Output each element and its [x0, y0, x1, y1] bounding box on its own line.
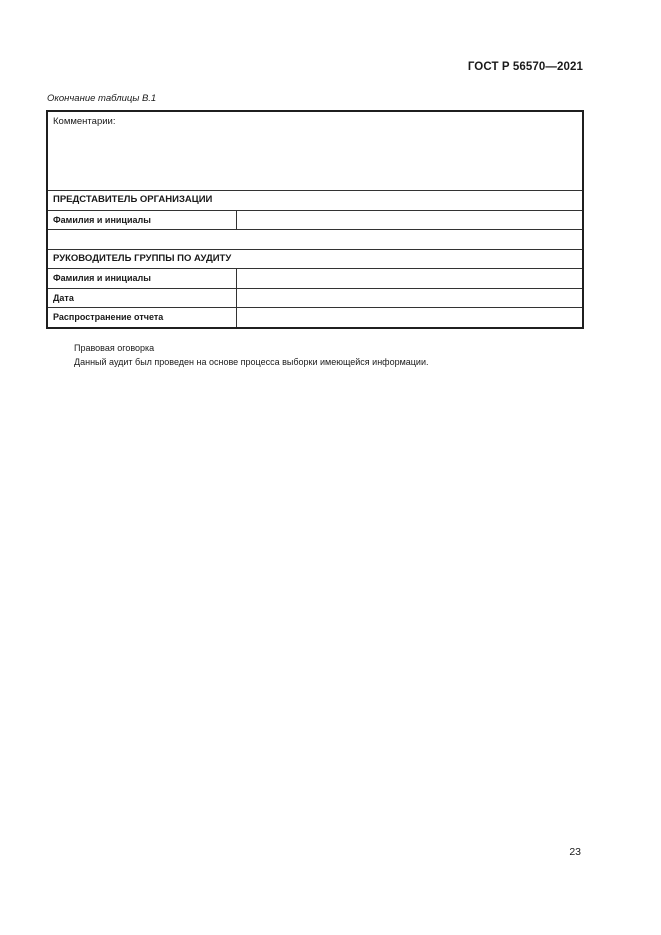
comments-label: Комментарии:: [53, 116, 116, 127]
empty-spacer-row: [48, 229, 582, 249]
audit-lead-name-label: Фамилия и инициалы: [48, 269, 237, 288]
table-caption: Окончание таблицы В.1: [47, 93, 157, 104]
report-distribution-row: [48, 307, 582, 327]
legal-disclaimer-text: Данный аудит был проведен на основе процесса выборки имеющейся информации.: [74, 357, 429, 367]
page-number: 23: [569, 846, 581, 858]
audit-lead-name-value: [237, 269, 582, 288]
report-distribution-label: Распространение отчета: [48, 308, 237, 327]
org-representative-section-row: [48, 190, 582, 210]
legal-disclaimer: [74, 341, 429, 369]
audit-lead-name-row: [48, 268, 582, 288]
date-value: [237, 289, 582, 308]
document-standard-number: ГОСТ Р 56570—2021: [467, 61, 583, 73]
legal-disclaimer-title: Правовая оговорка: [74, 343, 155, 353]
date-label: Дата: [48, 289, 237, 308]
empty-spacer-cell: [48, 230, 582, 249]
comments-row: [48, 112, 582, 190]
org-representative-name-value: [237, 211, 582, 230]
audit-report-table: [46, 110, 584, 329]
date-row: [48, 288, 582, 308]
org-representative-name-label: Фамилия и инициалы: [48, 211, 237, 230]
audit-lead-section-title: РУКОВОДИТЕЛЬ ГРУППЫ ПО АУДИТУ: [53, 252, 232, 264]
org-representative-name-row: [48, 210, 582, 230]
org-representative-section-title: ПРЕДСТАВИТЕЛЬ ОРГАНИЗАЦИИ: [53, 194, 213, 205]
audit-lead-section-row: [48, 249, 582, 269]
report-distribution-value: [237, 308, 582, 327]
